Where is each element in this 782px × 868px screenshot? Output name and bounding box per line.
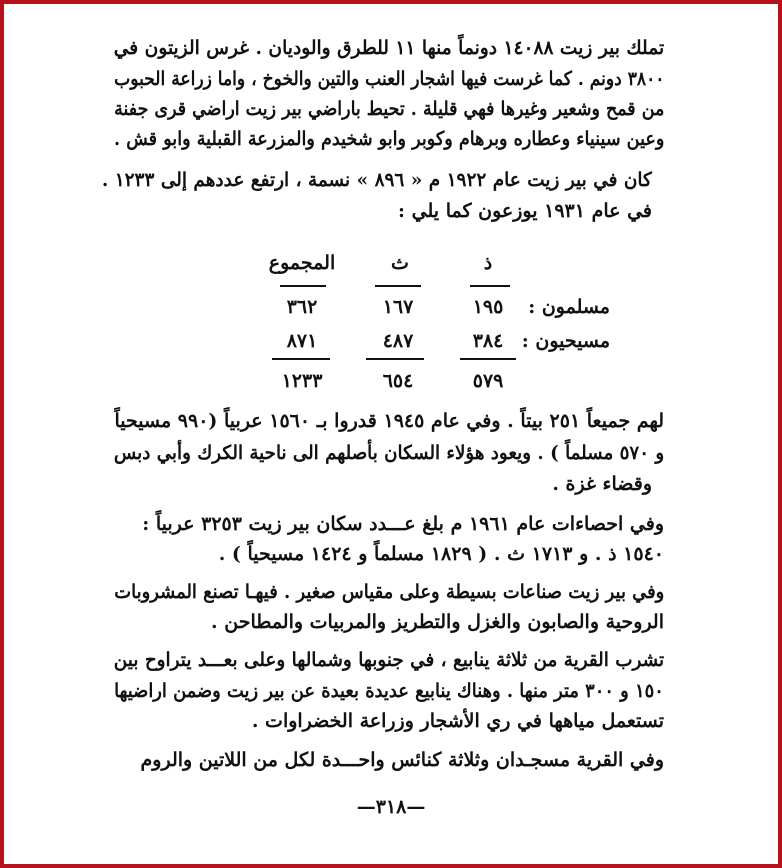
total-rule xyxy=(272,358,330,360)
text-line: وفي احصاءات عام ١٩٦١ م بلغ عـــدد سكان بير زيت ٣٢٥٣ عربياً : xyxy=(142,513,664,535)
frame-border-top xyxy=(0,0,782,4)
frame-border-left xyxy=(0,0,4,868)
table-cell: ٣٨٤ xyxy=(472,330,504,352)
text-line: وفي بير زيت صناعات بسيطة وعلى مقياس صغير . فيهـا تصنع المشروبات xyxy=(113,581,664,603)
table-total: ١٢٣٣ xyxy=(281,370,323,392)
text-line: لهم جميعاً ٢٥١ بيتاً . وفي عام ١٩٤٥ قدروا بـ ١٥٦٠ عربياً (٩٩٠ مسيحياً xyxy=(114,410,664,432)
row-label-muslims: مسلمون : xyxy=(528,296,610,318)
header-rule xyxy=(375,285,421,287)
frame-border-right xyxy=(778,0,782,868)
table-cell: ٨٧١ xyxy=(286,330,318,352)
text-line: ٣٨٠٠ دونم . كما غرست فيها اشجار العنب والتين والخوخ ، واما زراعة الحبوب xyxy=(113,68,664,90)
page-number: —٣١٨— xyxy=(356,796,426,818)
total-rule xyxy=(460,358,516,360)
text-line: وقضاء غزة . xyxy=(552,473,652,495)
table-cell: ٣٦٢ xyxy=(286,296,318,318)
total-rule xyxy=(366,358,424,360)
column-header-female: ث xyxy=(391,252,409,274)
text-line: من قمح وشعير وغيرها فهي قليلة . تحيط باراضي بير زيت اراضي قرى جفنة xyxy=(113,98,664,120)
table-cell: ٤٨٧ xyxy=(382,330,414,352)
row-label-christians: مسيحيون : xyxy=(521,330,610,352)
table-cell: ١٦٧ xyxy=(382,296,414,318)
text-line: و ٥٧٠ مسلماً ) . ويعود هؤلاء السكان بأصلهم الى ناحية الكرك وأبي دبس xyxy=(113,442,664,464)
text-line: كان في بير زيت عام ١٩٢٢ م « ٨٩٦ » نسمة ، ارتفع عددهم إلى ١٢٣٣ . xyxy=(102,169,652,191)
text-line: تملك بير زيت ١٤٠٨٨ دونماً منها ١١ للطرق والوديان . غرس الزيتون في xyxy=(113,37,664,59)
text-line: الروحية والصابون والغزل والتطريز والمربيات والمطاحن . xyxy=(211,611,664,633)
text-line: تشرب القرية من ثلاثة ينابيع ، في جنوبها وشمالها وعلى بعـــد يتراوح بين xyxy=(113,649,664,671)
text-line: في عام ١٩٣١ يوزعون كما يلي : xyxy=(398,200,652,222)
header-rule xyxy=(470,285,510,287)
text-line: وعين سينياء وعطاره وبرهام وكوبر وابو شخيدم والمزرعة القبلية وابو قش . xyxy=(113,128,664,150)
column-header-male: ذ xyxy=(483,252,493,274)
column-header-total: المجموع xyxy=(268,252,336,274)
text-line: ١٥٠ و ٣٠٠ متر منها . وهناك ينابيع عديدة بعيدة عن بير زيت وضمن اراضيها xyxy=(114,680,664,702)
table-cell: ١٩٥ xyxy=(472,296,504,318)
text-line: ١٥٤٠ ذ . و ١٧١٣ ث . ( ١٨٢٩ مسلماً و ١٤٢٤ مسيحياً ) . xyxy=(218,543,664,565)
header-rule xyxy=(280,285,326,287)
frame-border-bottom xyxy=(0,864,782,868)
text-line: وفي القرية مسجـدان وثلاثة كنائس واحـــدة لكل من اللاتين والروم xyxy=(140,749,664,771)
table-total: ٥٧٩ xyxy=(472,370,504,392)
table-total: ٦٥٤ xyxy=(382,370,414,392)
text-line: تستعمل مياهها في ري الأشجار وزراعة الخضراوات . xyxy=(251,710,664,732)
